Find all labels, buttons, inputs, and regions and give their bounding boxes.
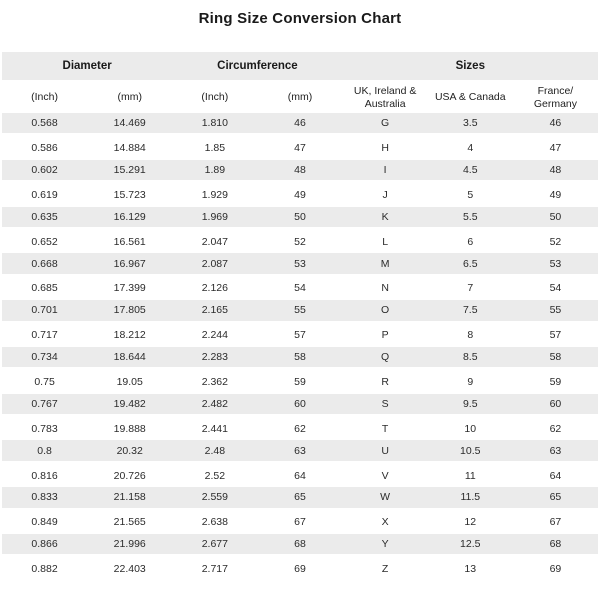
table-cell: 8.5	[462, 351, 478, 364]
table-cell: 58	[549, 351, 562, 364]
table-cell: 7.5	[462, 304, 478, 317]
column-header: (Inch)	[201, 91, 229, 104]
table-row	[2, 113, 598, 136]
group-header-diameter: Diameter	[2, 52, 172, 80]
table-cell: 63	[294, 444, 306, 457]
table-cell: 64	[549, 469, 562, 482]
table-cell: G	[381, 117, 390, 130]
table-cell: 1.929	[201, 188, 228, 201]
table-cell: 6	[467, 235, 474, 248]
table-cell: 64	[294, 469, 306, 482]
table-cell: 20.726	[113, 469, 146, 482]
table-cell: O	[381, 304, 390, 317]
table-row	[2, 300, 598, 323]
table-cell: Y	[381, 538, 389, 551]
table-cell: 13	[464, 563, 477, 576]
table-row	[2, 253, 598, 276]
table-cell: 2.441	[201, 422, 228, 435]
table-cell: L	[382, 235, 389, 248]
table-cell: 9	[467, 375, 474, 388]
ring-size-table	[2, 52, 598, 581]
table-cell: 21.565	[113, 516, 146, 529]
table-cell: 60	[549, 397, 562, 410]
table-row	[2, 136, 598, 159]
table-cell: I	[383, 163, 387, 176]
table-row	[2, 183, 598, 206]
table-cell: 47	[294, 142, 306, 155]
table-cell: 21.996	[113, 538, 146, 551]
table-cell: 1.810	[201, 117, 228, 130]
table-cell: 0.635	[31, 210, 58, 223]
table-cell: 2.165	[201, 304, 228, 317]
table-cell: 65	[549, 491, 562, 504]
table-cell: Q	[381, 351, 390, 364]
page-title: Ring Size Conversion Chart	[198, 10, 402, 27]
column-header: France/ Germany	[533, 84, 577, 110]
table-row	[2, 160, 598, 183]
table-cell: 15.723	[113, 188, 146, 201]
table-cell: P	[381, 329, 389, 342]
table-cell: H	[381, 142, 389, 155]
table-cell: 9.5	[462, 397, 478, 410]
group-header-row	[2, 52, 598, 80]
table-cell: 0.652	[31, 235, 58, 248]
column-header: (mm)	[287, 91, 313, 104]
table-cell: 59	[549, 375, 562, 388]
table-cell: 50	[549, 210, 562, 223]
table-cell: 54	[294, 282, 306, 295]
table-cell: 1.89	[204, 163, 226, 176]
table-cell: 15.291	[113, 163, 146, 176]
table-cell: 49	[549, 188, 562, 201]
table-cell: K	[381, 210, 389, 223]
table-cell: 14.884	[113, 142, 146, 155]
table-cell: 12.5	[460, 538, 481, 551]
table-cell: 6.5	[462, 257, 478, 270]
table-cell: 2.362	[201, 375, 228, 388]
table-cell: 0.75	[34, 375, 55, 388]
table-cell: 16.967	[113, 257, 146, 270]
table-cell: 57	[294, 329, 306, 342]
table-cell: T	[381, 422, 389, 435]
table-cell: 53	[294, 257, 306, 270]
table-cell: 2.638	[201, 516, 228, 529]
table-cell: 0.833	[31, 491, 58, 504]
table-cell: 2.48	[204, 444, 226, 457]
table-cell: 5.5	[462, 210, 478, 223]
table-cell: 16.129	[113, 210, 146, 223]
table-cell: 0.619	[31, 188, 58, 201]
table-cell: 12	[464, 516, 477, 529]
table-row	[2, 370, 598, 393]
table-cell: X	[381, 516, 389, 529]
table-row	[2, 487, 598, 510]
table-cell: U	[381, 444, 389, 457]
table-cell: 0.849	[31, 516, 58, 529]
table-cell: 48	[294, 163, 306, 176]
table-cell: 0.866	[31, 538, 58, 551]
table-cell: 2.087	[201, 257, 228, 270]
table-cell: 53	[549, 257, 562, 270]
table-cell: 0.685	[31, 282, 58, 295]
table-cell: 68	[549, 538, 562, 551]
table-cell: 2.52	[204, 469, 226, 482]
table-body	[2, 113, 598, 581]
table-cell: 60	[294, 397, 306, 410]
table-cell: 65	[294, 491, 306, 504]
table-cell: 0.602	[31, 163, 58, 176]
table-cell: 67	[294, 516, 306, 529]
group-header-circumference: Circumference	[172, 52, 342, 80]
table-cell: 2.283	[201, 351, 228, 364]
table-cell: 11.5	[460, 491, 481, 504]
table-cell: 57	[549, 329, 562, 342]
table-cell: V	[381, 469, 389, 482]
table-cell: M	[380, 257, 390, 270]
table-cell: 18.644	[113, 351, 146, 364]
column-header: (Inch)	[31, 91, 58, 104]
table-cell: 0.734	[31, 351, 58, 364]
table-cell: 17.399	[113, 282, 146, 295]
table-cell: 4.5	[462, 163, 478, 176]
table-cell: 8	[467, 329, 474, 342]
table-cell: 55	[294, 304, 306, 317]
table-cell: 62	[549, 422, 562, 435]
table-cell: R	[381, 375, 389, 388]
table-cell: 11	[464, 469, 476, 482]
table-cell: 0.816	[31, 469, 58, 482]
table-cell: 49	[294, 188, 306, 201]
table-cell: 18.212	[113, 329, 146, 342]
table-cell: 0.767	[31, 397, 58, 410]
table-cell: 50	[294, 210, 306, 223]
table-cell: 67	[549, 516, 562, 529]
table-row	[2, 534, 598, 557]
table-cell: 58	[294, 351, 306, 364]
table-cell: S	[381, 397, 389, 410]
table-cell: 69	[549, 563, 562, 576]
table-row	[2, 417, 598, 440]
table-cell: 54	[549, 282, 562, 295]
table-cell: 10	[464, 422, 477, 435]
table-cell: 14.469	[113, 117, 146, 130]
table-cell: 2.244	[201, 329, 228, 342]
table-cell: 5	[467, 188, 474, 201]
table-cell: 46	[549, 117, 562, 130]
table-row	[2, 440, 598, 463]
table-cell: 2.677	[201, 538, 228, 551]
table-cell: W	[380, 491, 391, 504]
table-cell: 68	[294, 538, 306, 551]
table-cell: 19.05	[116, 375, 143, 388]
table-cell: 19.482	[113, 397, 146, 410]
table-cell: 55	[549, 304, 562, 317]
table-cell: 1.85	[204, 142, 226, 155]
table-cell: 46	[294, 117, 306, 130]
table-row	[2, 347, 598, 370]
column-header-row	[2, 83, 598, 113]
table-cell: 59	[294, 375, 306, 388]
table-cell: Z	[381, 563, 389, 576]
table-row	[2, 230, 598, 253]
table-cell: 21.158	[113, 491, 146, 504]
table-cell: 0.882	[31, 563, 58, 576]
table-row	[2, 557, 598, 580]
table-row	[2, 464, 598, 487]
table-cell: 69	[294, 563, 306, 576]
table-cell: 2.047	[201, 235, 228, 248]
table-cell: 48	[549, 163, 562, 176]
column-header: (mm)	[117, 91, 142, 104]
table-cell: 16.561	[113, 235, 146, 248]
table-cell: 63	[549, 444, 562, 457]
table-cell: 17.805	[113, 304, 146, 317]
table-cell: 2.482	[201, 397, 228, 410]
table-cell: 0.783	[31, 422, 58, 435]
table-row	[2, 207, 598, 230]
table-cell: 4	[467, 142, 474, 155]
table-cell: N	[381, 282, 389, 295]
table-cell: 19.888	[113, 422, 146, 435]
table-cell: 0.8	[37, 444, 52, 457]
table-cell: 2.717	[201, 563, 228, 576]
table-cell: 10.5	[460, 444, 481, 457]
table-cell: 0.568	[31, 117, 58, 130]
table-cell: 47	[549, 142, 562, 155]
group-header-sizes: Sizes	[343, 52, 598, 80]
table-row	[2, 511, 598, 534]
table-cell: 0.717	[31, 329, 58, 342]
table-cell: 7	[467, 282, 474, 295]
table-cell: J	[382, 188, 388, 201]
table-cell: 52	[294, 235, 306, 248]
table-row	[2, 277, 598, 300]
table-cell: 0.701	[31, 304, 58, 317]
table-cell: 22.403	[113, 563, 146, 576]
table-cell: 52	[549, 235, 562, 248]
table-cell: 0.668	[31, 257, 58, 270]
table-cell: 1.969	[201, 210, 228, 223]
table-cell: 0.586	[31, 142, 58, 155]
table-cell: 3.5	[462, 117, 478, 130]
column-header: UK, Ireland & Australia	[353, 84, 417, 110]
table-row	[2, 394, 598, 417]
column-header: USA & Canada	[434, 91, 506, 104]
table-cell: 2.559	[201, 491, 228, 504]
table-cell: 62	[294, 422, 306, 435]
table-cell: 2.126	[201, 282, 228, 295]
table-cell: 20.32	[116, 444, 143, 457]
table-row	[2, 324, 598, 347]
